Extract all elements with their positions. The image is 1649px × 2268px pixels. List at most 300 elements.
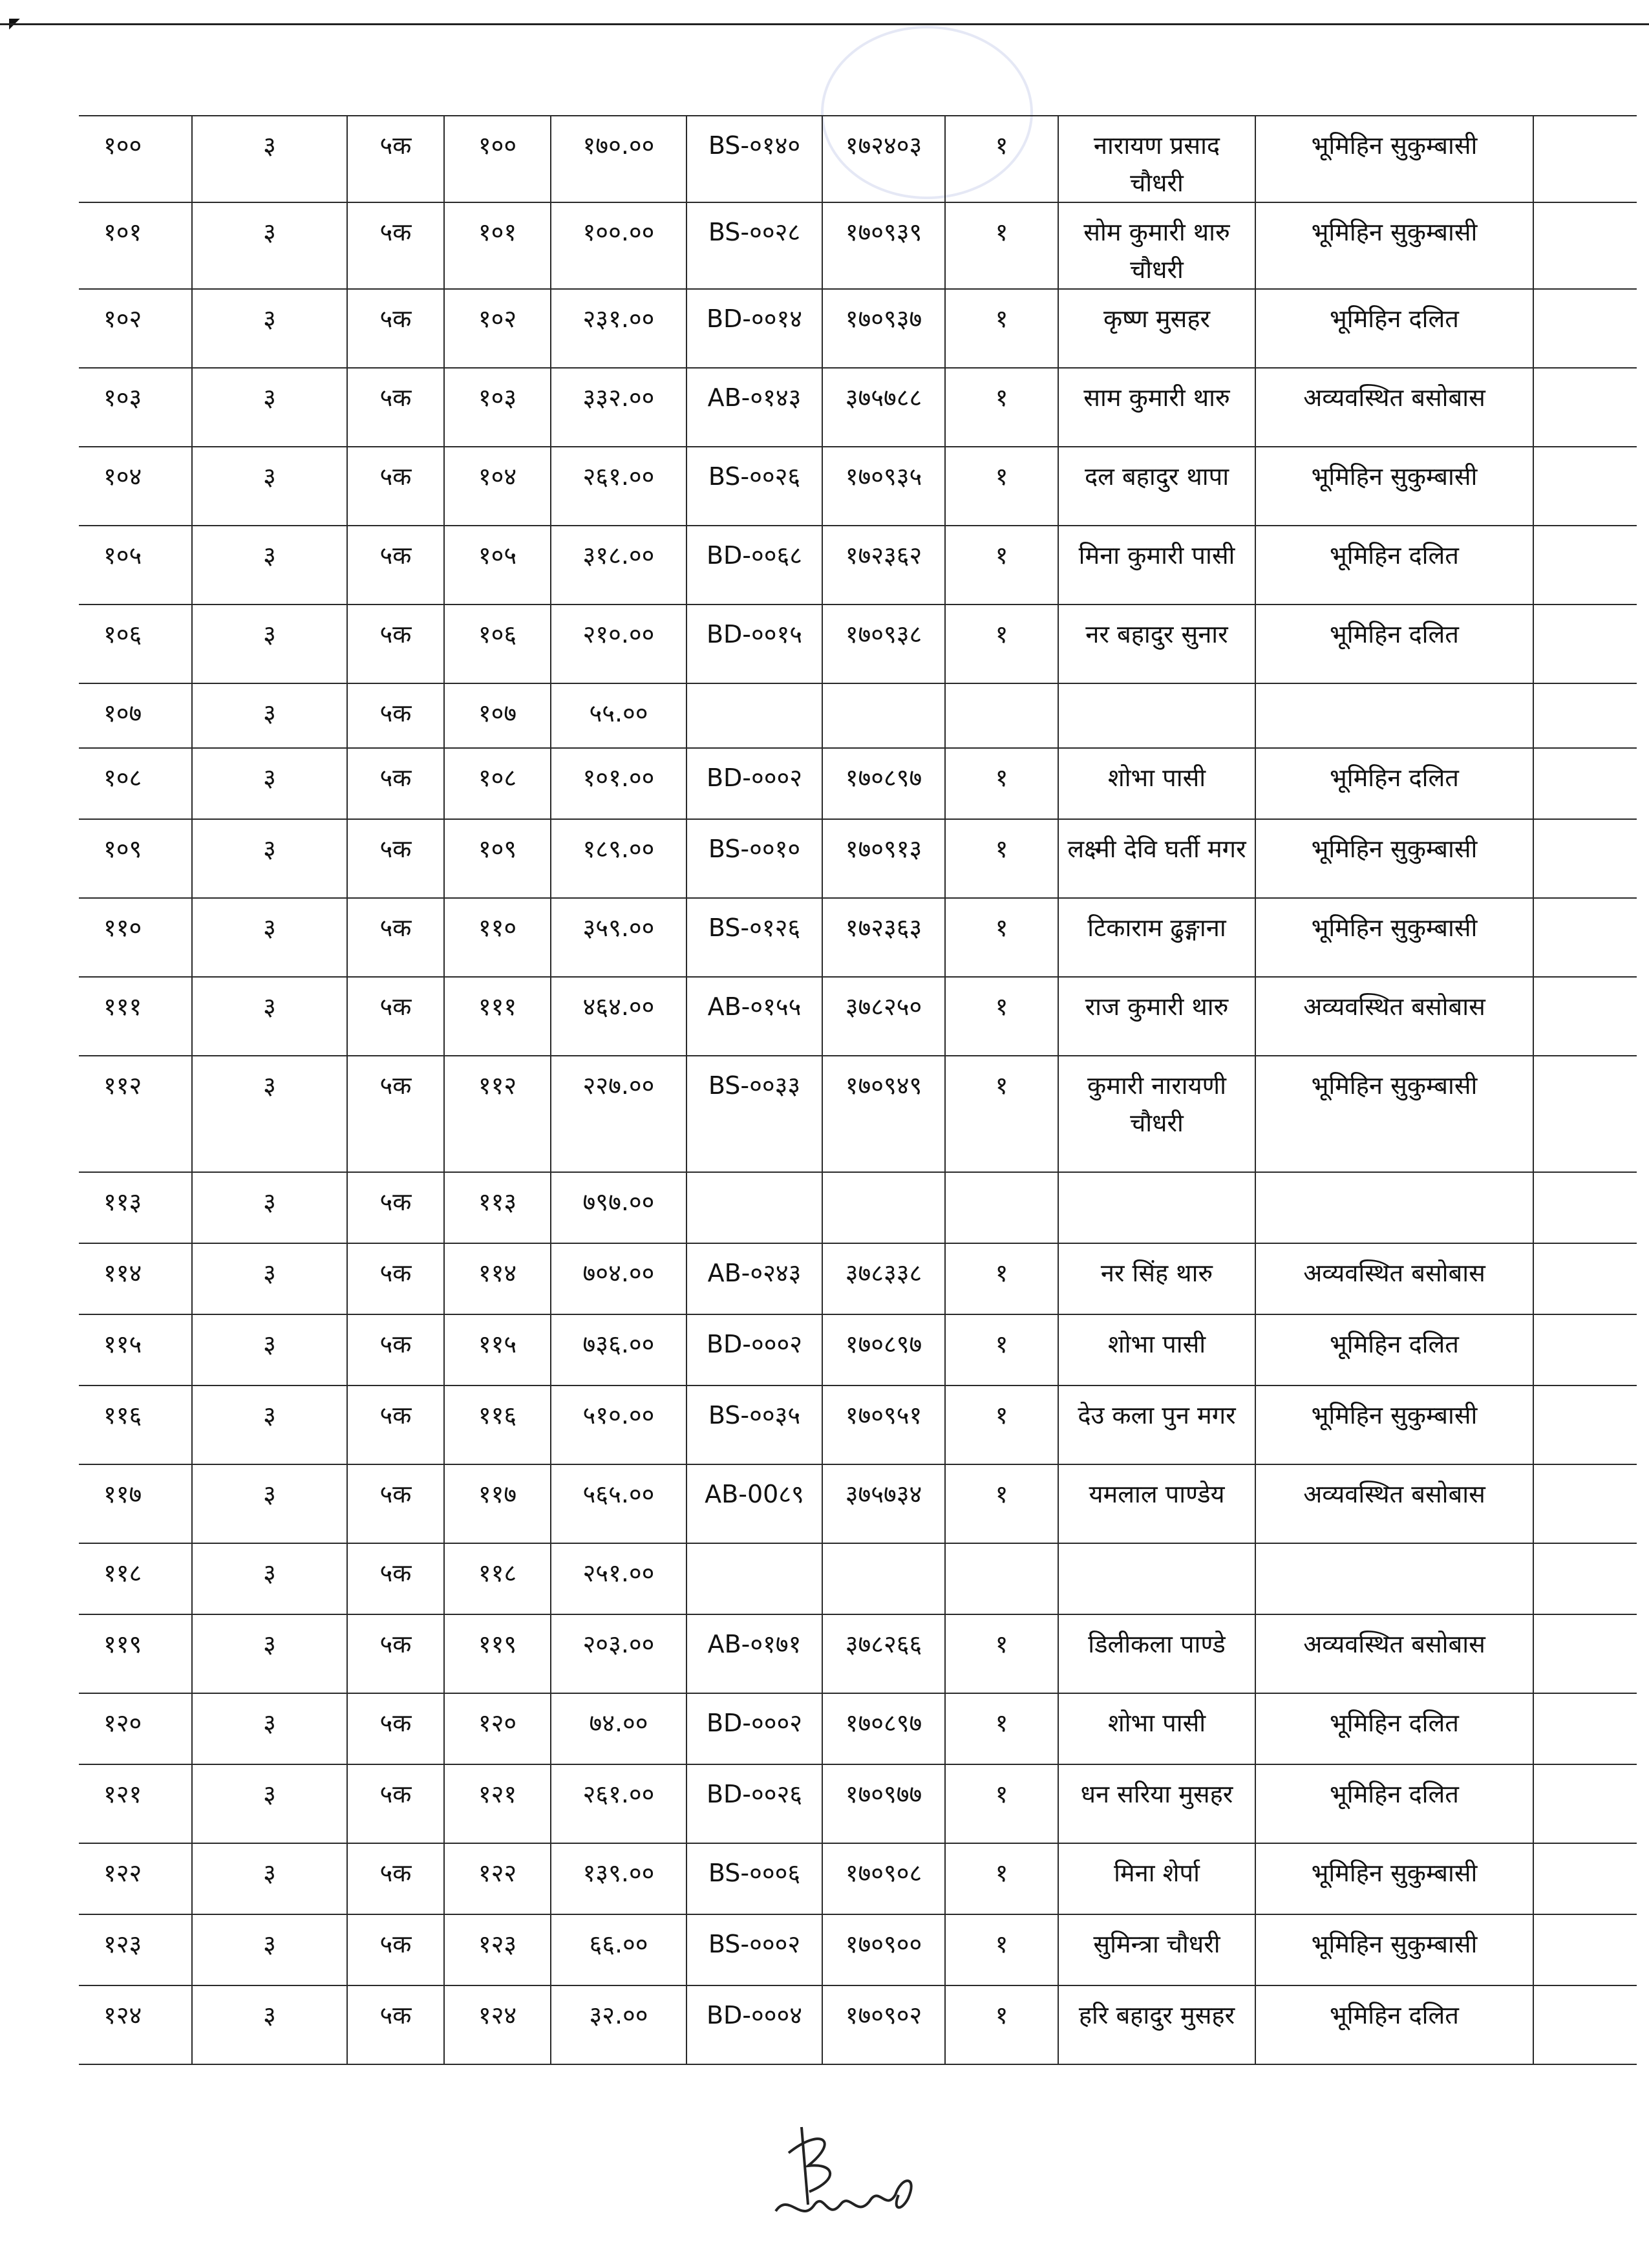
count: १ bbox=[945, 1985, 1058, 2064]
table-row bbox=[79, 1385, 1637, 1464]
count: १ bbox=[945, 1843, 1058, 1914]
owner-name: राज कुमारी थारु bbox=[1058, 977, 1255, 1056]
sheet-number: ५क bbox=[347, 604, 444, 683]
category: भूमिहिन सुकुम्बासी bbox=[1255, 898, 1533, 977]
plot-number: १११ bbox=[444, 977, 551, 1056]
category: भूमिहिन सुकुम्बासी bbox=[1255, 1385, 1533, 1464]
ward-number: ३ bbox=[192, 526, 347, 604]
serial-number: १०८ bbox=[79, 748, 192, 819]
table-row bbox=[79, 1172, 1637, 1243]
table-row bbox=[79, 1056, 1637, 1172]
serial-number: १०३ bbox=[79, 368, 192, 447]
ward-number: ३ bbox=[192, 1172, 347, 1243]
area-value: ४६४.०० bbox=[551, 977, 686, 1056]
record-id: १७०९५१ bbox=[822, 1385, 945, 1464]
area-value: २६१.०० bbox=[551, 1764, 686, 1843]
count: १ bbox=[945, 1314, 1058, 1385]
serial-number: १११ bbox=[79, 977, 192, 1056]
applicant-code: AB-०२४३ bbox=[686, 1243, 822, 1314]
owner-name: शोभा पासी bbox=[1058, 1314, 1255, 1385]
serial-number: ११२ bbox=[79, 1056, 192, 1172]
top-rule bbox=[0, 23, 1649, 25]
serial-number: १०२ bbox=[79, 289, 192, 368]
ward-number: ३ bbox=[192, 1693, 347, 1764]
ward-number: ३ bbox=[192, 368, 347, 447]
applicant-code: BS-००२६ bbox=[686, 447, 822, 526]
plot-number: १०५ bbox=[444, 526, 551, 604]
remarks-cell bbox=[1533, 604, 1637, 683]
applicant-code: BD-०००२ bbox=[686, 1693, 822, 1764]
sheet-number: ५क bbox=[347, 1914, 444, 1985]
category bbox=[1255, 683, 1533, 748]
count: १ bbox=[945, 1464, 1058, 1543]
record-id: ३७५७३४ bbox=[822, 1464, 945, 1543]
owner-name: नर सिंह थारु bbox=[1058, 1243, 1255, 1314]
remarks-cell bbox=[1533, 683, 1637, 748]
plot-number: १२२ bbox=[444, 1843, 551, 1914]
count: १ bbox=[945, 1614, 1058, 1693]
category: भूमिहिन दलित bbox=[1255, 1985, 1533, 2064]
count: १ bbox=[945, 447, 1058, 526]
category: भूमिहिन सुकुम्बासी bbox=[1255, 819, 1533, 898]
ward-number: ३ bbox=[192, 1764, 347, 1843]
area-value: ३५९.०० bbox=[551, 898, 686, 977]
record-id: १७२३६३ bbox=[822, 898, 945, 977]
record-id bbox=[822, 683, 945, 748]
count bbox=[945, 1543, 1058, 1614]
area-value: १३९.०० bbox=[551, 1843, 686, 1914]
category bbox=[1255, 1172, 1533, 1243]
plot-number: ११३ bbox=[444, 1172, 551, 1243]
record-id: १७०९७७ bbox=[822, 1764, 945, 1843]
count: १ bbox=[945, 202, 1058, 289]
remarks-cell bbox=[1533, 1243, 1637, 1314]
serial-number: १२२ bbox=[79, 1843, 192, 1914]
ward-number: ३ bbox=[192, 1614, 347, 1693]
owner-name: मिना कुमारी पासी bbox=[1058, 526, 1255, 604]
ward-number: ३ bbox=[192, 748, 347, 819]
sheet-number: ५क bbox=[347, 1314, 444, 1385]
record-id: १७२३६२ bbox=[822, 526, 945, 604]
remarks-cell bbox=[1533, 116, 1637, 202]
ward-number: ३ bbox=[192, 1385, 347, 1464]
applicant-code: BD-०००२ bbox=[686, 748, 822, 819]
sheet-number: ५क bbox=[347, 1985, 444, 2064]
applicant-code: AB-०१४३ bbox=[686, 368, 822, 447]
applicant-code: BD-००२६ bbox=[686, 1764, 822, 1843]
table-row bbox=[79, 1985, 1637, 2064]
area-value: २३१.०० bbox=[551, 289, 686, 368]
owner-name: सोम कुमारी थारु चौधरी bbox=[1058, 202, 1255, 289]
category: अव्यवस्थित बसोबास bbox=[1255, 1243, 1533, 1314]
ward-number: ३ bbox=[192, 898, 347, 977]
applicant-code: BS-०१२६ bbox=[686, 898, 822, 977]
category: भूमिहिन सुकुम्बासी bbox=[1255, 1914, 1533, 1985]
sheet-number: ५क bbox=[347, 819, 444, 898]
record-id: १७०९४९ bbox=[822, 1056, 945, 1172]
record-id: १७०९३९ bbox=[822, 202, 945, 289]
plot-number: ११२ bbox=[444, 1056, 551, 1172]
sheet-number: ५क bbox=[347, 748, 444, 819]
category: भूमिहिन सुकुम्बासी bbox=[1255, 1056, 1533, 1172]
category: भूमिहिन सुकुम्बासी bbox=[1255, 1843, 1533, 1914]
remarks-cell bbox=[1533, 289, 1637, 368]
record-id: १७०८९७ bbox=[822, 1693, 945, 1764]
record-id: १७०९०८ bbox=[822, 1843, 945, 1914]
category: अव्यवस्थित बसोबास bbox=[1255, 977, 1533, 1056]
count bbox=[945, 1172, 1058, 1243]
sheet-number: ५क bbox=[347, 1056, 444, 1172]
plot-number: ११० bbox=[444, 898, 551, 977]
category: भूमिहिन सुकुम्बासी bbox=[1255, 116, 1533, 202]
table-row bbox=[79, 526, 1637, 604]
owner-name: सुमिन्त्रा चौधरी bbox=[1058, 1914, 1255, 1985]
owner-name: मिना शेर्पा bbox=[1058, 1843, 1255, 1914]
category: भूमिहिन दलित bbox=[1255, 1764, 1533, 1843]
table-row bbox=[79, 1693, 1637, 1764]
table-row bbox=[79, 819, 1637, 898]
sheet-number: ५क bbox=[347, 1614, 444, 1693]
serial-number: १०४ bbox=[79, 447, 192, 526]
serial-number: १०१ bbox=[79, 202, 192, 289]
applicant-code: BS-००२८ bbox=[686, 202, 822, 289]
ward-number: ३ bbox=[192, 1985, 347, 2064]
plot-number: १०० bbox=[444, 116, 551, 202]
plot-number: ११८ bbox=[444, 1543, 551, 1614]
count: १ bbox=[945, 289, 1058, 368]
serial-number: १२१ bbox=[79, 1764, 192, 1843]
sheet-number: ५क bbox=[347, 1693, 444, 1764]
owner-name: कृष्ण मुसहर bbox=[1058, 289, 1255, 368]
area-value: ७४.०० bbox=[551, 1693, 686, 1764]
remarks-cell bbox=[1533, 1172, 1637, 1243]
plot-number: १०७ bbox=[444, 683, 551, 748]
plot-number: ११५ bbox=[444, 1314, 551, 1385]
serial-number: ११७ bbox=[79, 1464, 192, 1543]
remarks-cell bbox=[1533, 368, 1637, 447]
serial-number: ११५ bbox=[79, 1314, 192, 1385]
applicant-code: AB-०१७१ bbox=[686, 1614, 822, 1693]
table-row bbox=[79, 1843, 1637, 1914]
ward-number: ३ bbox=[192, 819, 347, 898]
sheet-number: ५क bbox=[347, 1243, 444, 1314]
plot-number: ११६ bbox=[444, 1385, 551, 1464]
table-row bbox=[79, 116, 1637, 202]
plot-number: १०६ bbox=[444, 604, 551, 683]
sheet-number: ५क bbox=[347, 683, 444, 748]
sheet-number: ५क bbox=[347, 977, 444, 1056]
table-row bbox=[79, 604, 1637, 683]
count: १ bbox=[945, 748, 1058, 819]
ward-number: ३ bbox=[192, 604, 347, 683]
ward-number: ३ bbox=[192, 447, 347, 526]
owner-name: हरि बहादुर मुसहर bbox=[1058, 1985, 1255, 2064]
remarks-cell bbox=[1533, 1693, 1637, 1764]
serial-number: १२४ bbox=[79, 1985, 192, 2064]
signature bbox=[763, 2114, 931, 2237]
table-row bbox=[79, 1764, 1637, 1843]
category: भूमिहिन सुकुम्बासी bbox=[1255, 447, 1533, 526]
area-value: ६६.०० bbox=[551, 1914, 686, 1985]
serial-number: १०० bbox=[79, 116, 192, 202]
sheet-number: ५क bbox=[347, 526, 444, 604]
owner-name bbox=[1058, 1172, 1255, 1243]
category bbox=[1255, 1543, 1533, 1614]
ward-number: ३ bbox=[192, 683, 347, 748]
owner-name: शोभा पासी bbox=[1058, 748, 1255, 819]
serial-number: ११८ bbox=[79, 1543, 192, 1614]
owner-name: साम कुमारी थारु bbox=[1058, 368, 1255, 447]
ward-number: ३ bbox=[192, 1464, 347, 1543]
ward-number: ३ bbox=[192, 1543, 347, 1614]
applicant-code: BS-०१४० bbox=[686, 116, 822, 202]
plot-number: ११७ bbox=[444, 1464, 551, 1543]
ward-number: ३ bbox=[192, 1314, 347, 1385]
applicant-code: BD-००१५ bbox=[686, 604, 822, 683]
sheet-number: ५क bbox=[347, 368, 444, 447]
sheet-number: ५क bbox=[347, 1385, 444, 1464]
area-value: १७०.०० bbox=[551, 116, 686, 202]
count: १ bbox=[945, 1914, 1058, 1985]
record-id: १७०८९७ bbox=[822, 748, 945, 819]
area-value: ५१०.०० bbox=[551, 1385, 686, 1464]
table-row bbox=[79, 289, 1637, 368]
applicant-code: BS-०००६ bbox=[686, 1843, 822, 1914]
plot-number: ११४ bbox=[444, 1243, 551, 1314]
count: १ bbox=[945, 1764, 1058, 1843]
applicant-code bbox=[686, 683, 822, 748]
serial-number: १२० bbox=[79, 1693, 192, 1764]
serial-number: ११६ bbox=[79, 1385, 192, 1464]
owner-name: यमलाल पाण्डेय bbox=[1058, 1464, 1255, 1543]
applicant-code bbox=[686, 1543, 822, 1614]
count: १ bbox=[945, 368, 1058, 447]
area-value: २५१.०० bbox=[551, 1543, 686, 1614]
area-value: १०१.०० bbox=[551, 748, 686, 819]
sheet-number: ५क bbox=[347, 116, 444, 202]
area-value: २२७.०० bbox=[551, 1056, 686, 1172]
remarks-cell bbox=[1533, 1056, 1637, 1172]
area-value: ५६५.०० bbox=[551, 1464, 686, 1543]
count: १ bbox=[945, 1385, 1058, 1464]
area-value: ३२.०० bbox=[551, 1985, 686, 2064]
table-row bbox=[79, 1464, 1637, 1543]
table-row bbox=[79, 368, 1637, 447]
table-row bbox=[79, 1614, 1637, 1693]
owner-name: लक्ष्मी देवि घर्ती मगर bbox=[1058, 819, 1255, 898]
ward-number: ३ bbox=[192, 202, 347, 289]
table-row bbox=[79, 1543, 1637, 1614]
category: भूमिहिन दलित bbox=[1255, 289, 1533, 368]
ward-number: ३ bbox=[192, 289, 347, 368]
remarks-cell bbox=[1533, 748, 1637, 819]
category: भूमिहिन दलित bbox=[1255, 1693, 1533, 1764]
area-value: ५५.०० bbox=[551, 683, 686, 748]
record-id: १७०९०० bbox=[822, 1914, 945, 1985]
record-id: १७०९३८ bbox=[822, 604, 945, 683]
owner-name: डिलीकला पाण्डे bbox=[1058, 1614, 1255, 1693]
record-id: १७०८९७ bbox=[822, 1314, 945, 1385]
category: अव्यवस्थित बसोबास bbox=[1255, 368, 1533, 447]
plot-number: ११९ bbox=[444, 1614, 551, 1693]
applicant-code: AB-00८९ bbox=[686, 1464, 822, 1543]
record-id: १७०९०२ bbox=[822, 1985, 945, 2064]
owner-name: देउ कला पुन मगर bbox=[1058, 1385, 1255, 1464]
remarks-cell bbox=[1533, 1614, 1637, 1693]
plot-number: १२१ bbox=[444, 1764, 551, 1843]
area-value: २१०.०० bbox=[551, 604, 686, 683]
applicant-code bbox=[686, 1172, 822, 1243]
count bbox=[945, 683, 1058, 748]
record-id: ३७८२५० bbox=[822, 977, 945, 1056]
applicant-code: BS-०००२ bbox=[686, 1914, 822, 1985]
sheet-number: ५क bbox=[347, 898, 444, 977]
count: १ bbox=[945, 1693, 1058, 1764]
applicant-code: BS-००१० bbox=[686, 819, 822, 898]
applicant-code: BD-००१४ bbox=[686, 289, 822, 368]
count: १ bbox=[945, 116, 1058, 202]
owner-name: शोभा पासी bbox=[1058, 1693, 1255, 1764]
ward-number: ३ bbox=[192, 1914, 347, 1985]
ward-number: ३ bbox=[192, 1243, 347, 1314]
sheet-number: ५क bbox=[347, 202, 444, 289]
table-body bbox=[79, 116, 1637, 2064]
serial-number: ११० bbox=[79, 898, 192, 977]
category: भूमिहिन सुकुम्बासी bbox=[1255, 202, 1533, 289]
category: भूमिहिन दलित bbox=[1255, 526, 1533, 604]
applicant-code: BD-०००२ bbox=[686, 1314, 822, 1385]
remarks-cell bbox=[1533, 1985, 1637, 2064]
plot-number: १०९ bbox=[444, 819, 551, 898]
serial-number: १०५ bbox=[79, 526, 192, 604]
remarks-cell bbox=[1533, 1843, 1637, 1914]
plot-number: १०१ bbox=[444, 202, 551, 289]
record-id bbox=[822, 1543, 945, 1614]
table-row bbox=[79, 1243, 1637, 1314]
ward-number: ३ bbox=[192, 1056, 347, 1172]
serial-number: ११३ bbox=[79, 1172, 192, 1243]
ward-number: ३ bbox=[192, 977, 347, 1056]
record-id: १७०९१३ bbox=[822, 819, 945, 898]
remarks-cell bbox=[1533, 1543, 1637, 1614]
remarks-cell bbox=[1533, 1914, 1637, 1985]
serial-number: १२३ bbox=[79, 1914, 192, 1985]
table-row bbox=[79, 977, 1637, 1056]
plot-number: १०२ bbox=[444, 289, 551, 368]
owner-name: धन सरिया मुसहर bbox=[1058, 1764, 1255, 1843]
sheet-number: ५क bbox=[347, 1764, 444, 1843]
record-id bbox=[822, 1172, 945, 1243]
count: १ bbox=[945, 977, 1058, 1056]
sheet-number: ५क bbox=[347, 289, 444, 368]
plot-number: १०३ bbox=[444, 368, 551, 447]
area-value: ३३२.०० bbox=[551, 368, 686, 447]
plot-number: १२० bbox=[444, 1693, 551, 1764]
remarks-cell bbox=[1533, 447, 1637, 526]
count: १ bbox=[945, 604, 1058, 683]
plot-number: १२४ bbox=[444, 1985, 551, 2064]
plot-number: १२३ bbox=[444, 1914, 551, 1985]
sheet-number: ५क bbox=[347, 1543, 444, 1614]
remarks-cell bbox=[1533, 977, 1637, 1056]
table-row bbox=[79, 898, 1637, 977]
plot-number: १०४ bbox=[444, 447, 551, 526]
count: १ bbox=[945, 819, 1058, 898]
ward-number: ३ bbox=[192, 1843, 347, 1914]
owner-name bbox=[1058, 1543, 1255, 1614]
sheet-number: ५क bbox=[347, 1464, 444, 1543]
owner-name: नर बहादुर सुनार bbox=[1058, 604, 1255, 683]
count: १ bbox=[945, 1243, 1058, 1314]
serial-number: ११४ bbox=[79, 1243, 192, 1314]
applicant-code: BD-००६८ bbox=[686, 526, 822, 604]
count: १ bbox=[945, 1056, 1058, 1172]
category: भूमिहिन दलित bbox=[1255, 1314, 1533, 1385]
area-value: २०३.०० bbox=[551, 1614, 686, 1693]
owner-name: टिकाराम ढुङ्गाना bbox=[1058, 898, 1255, 977]
serial-number: १०६ bbox=[79, 604, 192, 683]
remarks-cell bbox=[1533, 202, 1637, 289]
remarks-cell bbox=[1533, 526, 1637, 604]
area-value: ३१८.०० bbox=[551, 526, 686, 604]
table-row bbox=[79, 748, 1637, 819]
table-row bbox=[79, 1914, 1637, 1985]
applicant-code: BD-०००४ bbox=[686, 1985, 822, 2064]
record-id: १७२४०३ bbox=[822, 116, 945, 202]
record-id: ३७८२६६ bbox=[822, 1614, 945, 1693]
area-value: २६१.०० bbox=[551, 447, 686, 526]
record-id: ३७५७८८ bbox=[822, 368, 945, 447]
table-row bbox=[79, 202, 1637, 289]
applicant-code: BS-००३५ bbox=[686, 1385, 822, 1464]
land-record-table bbox=[79, 115, 1637, 2065]
serial-number: ११९ bbox=[79, 1614, 192, 1693]
sheet-number: ५क bbox=[347, 1172, 444, 1243]
table-row bbox=[79, 447, 1637, 526]
owner-name: कुमारी नारायणी चौधरी bbox=[1058, 1056, 1255, 1172]
remarks-cell bbox=[1533, 1314, 1637, 1385]
remarks-cell bbox=[1533, 819, 1637, 898]
category: अव्यवस्थित बसोबास bbox=[1255, 1614, 1533, 1693]
record-id: १७०९३७ bbox=[822, 289, 945, 368]
table-row bbox=[79, 683, 1637, 748]
record-id: ३७८३३८ bbox=[822, 1243, 945, 1314]
area-value: ७३६.०० bbox=[551, 1314, 686, 1385]
category: भूमिहिन दलित bbox=[1255, 604, 1533, 683]
owner-name: नारायण प्रसाद चौधरी bbox=[1058, 116, 1255, 202]
sheet-number: ५क bbox=[347, 447, 444, 526]
count: १ bbox=[945, 526, 1058, 604]
count: १ bbox=[945, 898, 1058, 977]
remarks-cell bbox=[1533, 1764, 1637, 1843]
area-value: ७९७.०० bbox=[551, 1172, 686, 1243]
table-row bbox=[79, 1314, 1637, 1385]
owner-name bbox=[1058, 683, 1255, 748]
plot-number: १०८ bbox=[444, 748, 551, 819]
category: भूमिहिन दलित bbox=[1255, 748, 1533, 819]
applicant-code: BS-००३३ bbox=[686, 1056, 822, 1172]
area-value: ७०४.०० bbox=[551, 1243, 686, 1314]
category: अव्यवस्थित बसोबास bbox=[1255, 1464, 1533, 1543]
serial-number: १०९ bbox=[79, 819, 192, 898]
area-value: १००.०० bbox=[551, 202, 686, 289]
serial-number: १०७ bbox=[79, 683, 192, 748]
area-value: १८९.०० bbox=[551, 819, 686, 898]
record-id: १७०९३५ bbox=[822, 447, 945, 526]
remarks-cell bbox=[1533, 1464, 1637, 1543]
remarks-cell bbox=[1533, 1385, 1637, 1464]
remarks-cell bbox=[1533, 898, 1637, 977]
